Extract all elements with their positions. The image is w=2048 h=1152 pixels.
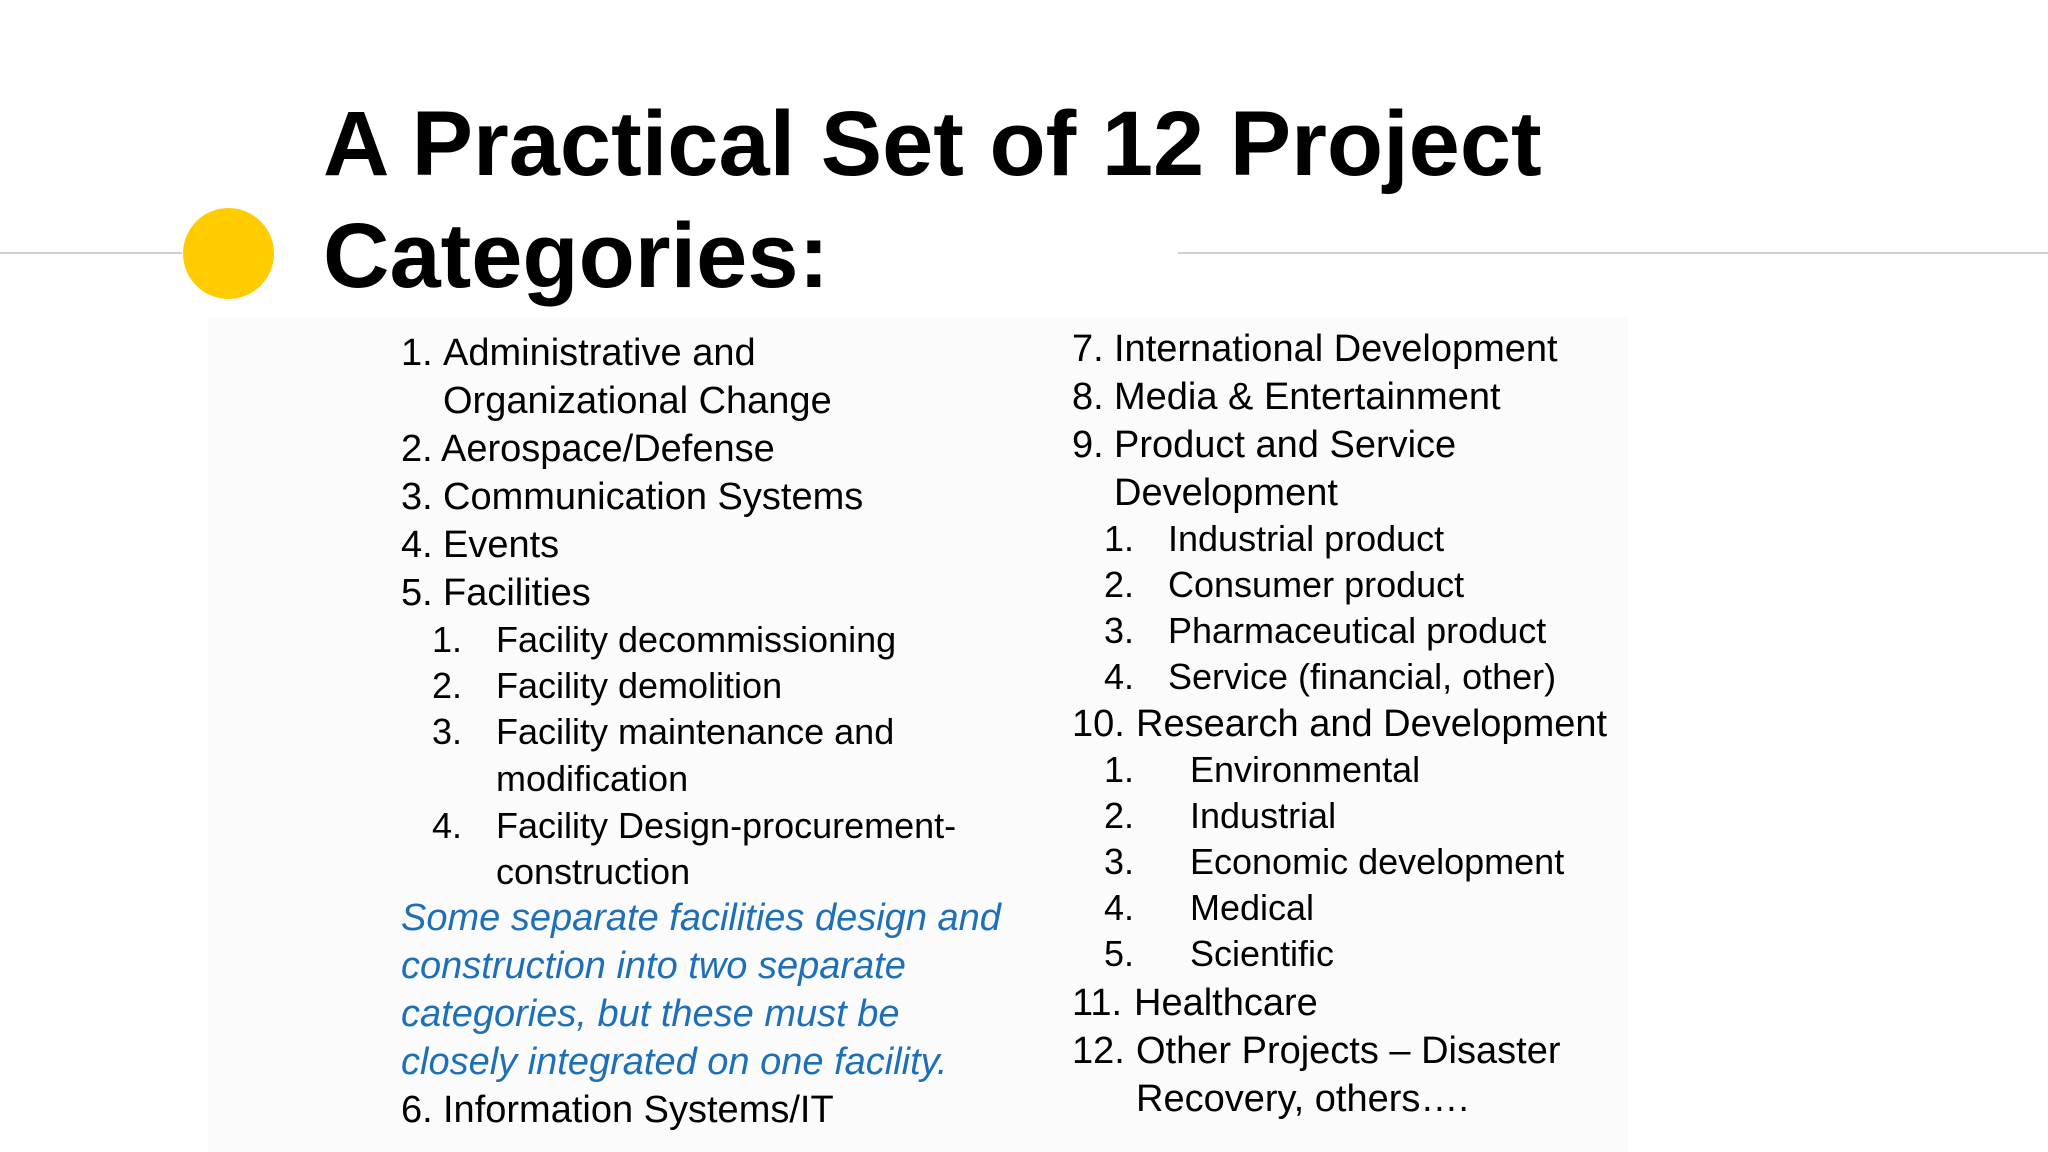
item-number: 7. — [1072, 328, 1104, 370]
title-line-1: A Practical Set of 12 Project — [323, 93, 1542, 195]
sub-list-item — [432, 709, 894, 755]
sub-list-item — [1104, 793, 1336, 839]
list-item — [401, 1086, 834, 1134]
sub-list-item-continuation: modification — [496, 758, 689, 799]
sub-item-number: 2. — [1104, 795, 1135, 836]
sub-list-item — [432, 803, 956, 849]
sub-item-text: Facility maintenance and — [496, 711, 895, 752]
sub-item-text: Pharmaceutical product — [1168, 610, 1547, 651]
sub-list-item — [1104, 885, 1314, 931]
sub-item-number: 2. — [432, 665, 463, 706]
sub-item-text: Industrial — [1190, 795, 1337, 836]
item-text: Research and Development — [1136, 703, 1608, 745]
item-number: 3. — [401, 476, 433, 518]
list-item — [1072, 1027, 1560, 1075]
sub-item-text: Medical — [1190, 887, 1315, 928]
item-number: 4. — [401, 524, 433, 566]
sub-item-number: 1. — [432, 619, 463, 660]
sub-item-number: 2. — [1104, 564, 1135, 605]
list-item — [1072, 373, 1501, 421]
sub-item-text: Environmental — [1190, 749, 1421, 790]
list-item — [401, 473, 863, 521]
sub-list-item — [1104, 839, 1564, 885]
item-text: Product and Service — [1114, 424, 1457, 466]
item-text: Aerospace/Defense — [441, 428, 775, 470]
list-item-continuation: Development — [1114, 472, 1338, 514]
sub-item-text: Facility demolition — [496, 665, 783, 706]
sub-item-text: Industrial product — [1168, 518, 1445, 559]
item-text: Administrative and — [443, 332, 756, 374]
sub-item-text: Service (financial, other) — [1168, 656, 1557, 697]
item-number: 8. — [1072, 376, 1104, 418]
sub-item-number: 5. — [1104, 933, 1135, 974]
item-number: 9. — [1072, 424, 1104, 466]
list-item-continuation: Recovery, others…. — [1136, 1078, 1469, 1120]
note-line: categories, but these must be — [401, 993, 900, 1035]
sub-item-text: Consumer product — [1168, 564, 1465, 605]
sub-list-item-continuation: construction — [496, 851, 691, 892]
note-line: construction into two separate — [401, 945, 906, 987]
item-text: Media & Entertainment — [1114, 376, 1501, 418]
sub-item-text: Facility decommissioning — [496, 619, 897, 660]
sub-list-item — [1104, 931, 1334, 977]
yellow-circle-accent — [183, 208, 274, 299]
item-number: 11. — [1072, 982, 1123, 1024]
sub-item-text: Economic development — [1190, 841, 1565, 882]
list-item — [1072, 325, 1558, 373]
item-text: Facilities — [443, 572, 591, 614]
sub-item-number: 4. — [1104, 887, 1135, 928]
list-item — [1072, 700, 1607, 748]
item-number: 5. — [401, 572, 433, 614]
sub-item-number: 1. — [1104, 749, 1135, 790]
sub-item-number: 3. — [1104, 610, 1135, 651]
item-text: International Development — [1114, 328, 1558, 370]
item-number: 2. — [401, 428, 433, 470]
sub-item-number: 4. — [1104, 656, 1135, 697]
title-line-2: Categories: — [323, 205, 830, 307]
sub-item-number: 1. — [1104, 518, 1135, 559]
sub-item-text: Facility Design-procurement- — [496, 805, 957, 846]
list-item — [1072, 421, 1456, 469]
sub-item-number: 3. — [432, 711, 463, 752]
divider-line-left — [0, 252, 182, 254]
item-text: Other Projects – Disaster — [1136, 1030, 1561, 1072]
list-item — [401, 569, 591, 617]
list-item — [401, 329, 756, 377]
list-item — [401, 425, 775, 473]
sub-list-item — [1104, 747, 1420, 793]
item-number: 12. — [1072, 1030, 1125, 1072]
sub-list-item — [1104, 608, 1546, 654]
item-text: Healthcare — [1134, 982, 1318, 1024]
note-line: Some separate facilities design and — [401, 897, 1001, 939]
slide-title — [323, 88, 1723, 312]
sub-list-item — [432, 617, 896, 663]
sub-item-text: Scientific — [1190, 933, 1335, 974]
item-text: Communication Systems — [443, 476, 864, 518]
item-text: Information Systems/IT — [443, 1089, 834, 1131]
sub-list-item — [1104, 562, 1464, 608]
item-text: Events — [443, 524, 560, 566]
item-number: 6. — [401, 1089, 433, 1131]
list-item — [1072, 979, 1318, 1027]
sub-item-number: 3. — [1104, 841, 1135, 882]
sub-item-number: 4. — [432, 805, 463, 846]
item-number: 10. — [1072, 703, 1125, 745]
list-item-continuation: Organizational Change — [443, 380, 832, 422]
note-line: closely integrated on one facility. — [401, 1041, 948, 1083]
list-item — [401, 521, 559, 569]
sub-list-item — [1104, 516, 1444, 562]
sub-list-item — [432, 663, 782, 709]
item-number: 1. — [401, 332, 433, 374]
sub-list-item — [1104, 654, 1556, 700]
